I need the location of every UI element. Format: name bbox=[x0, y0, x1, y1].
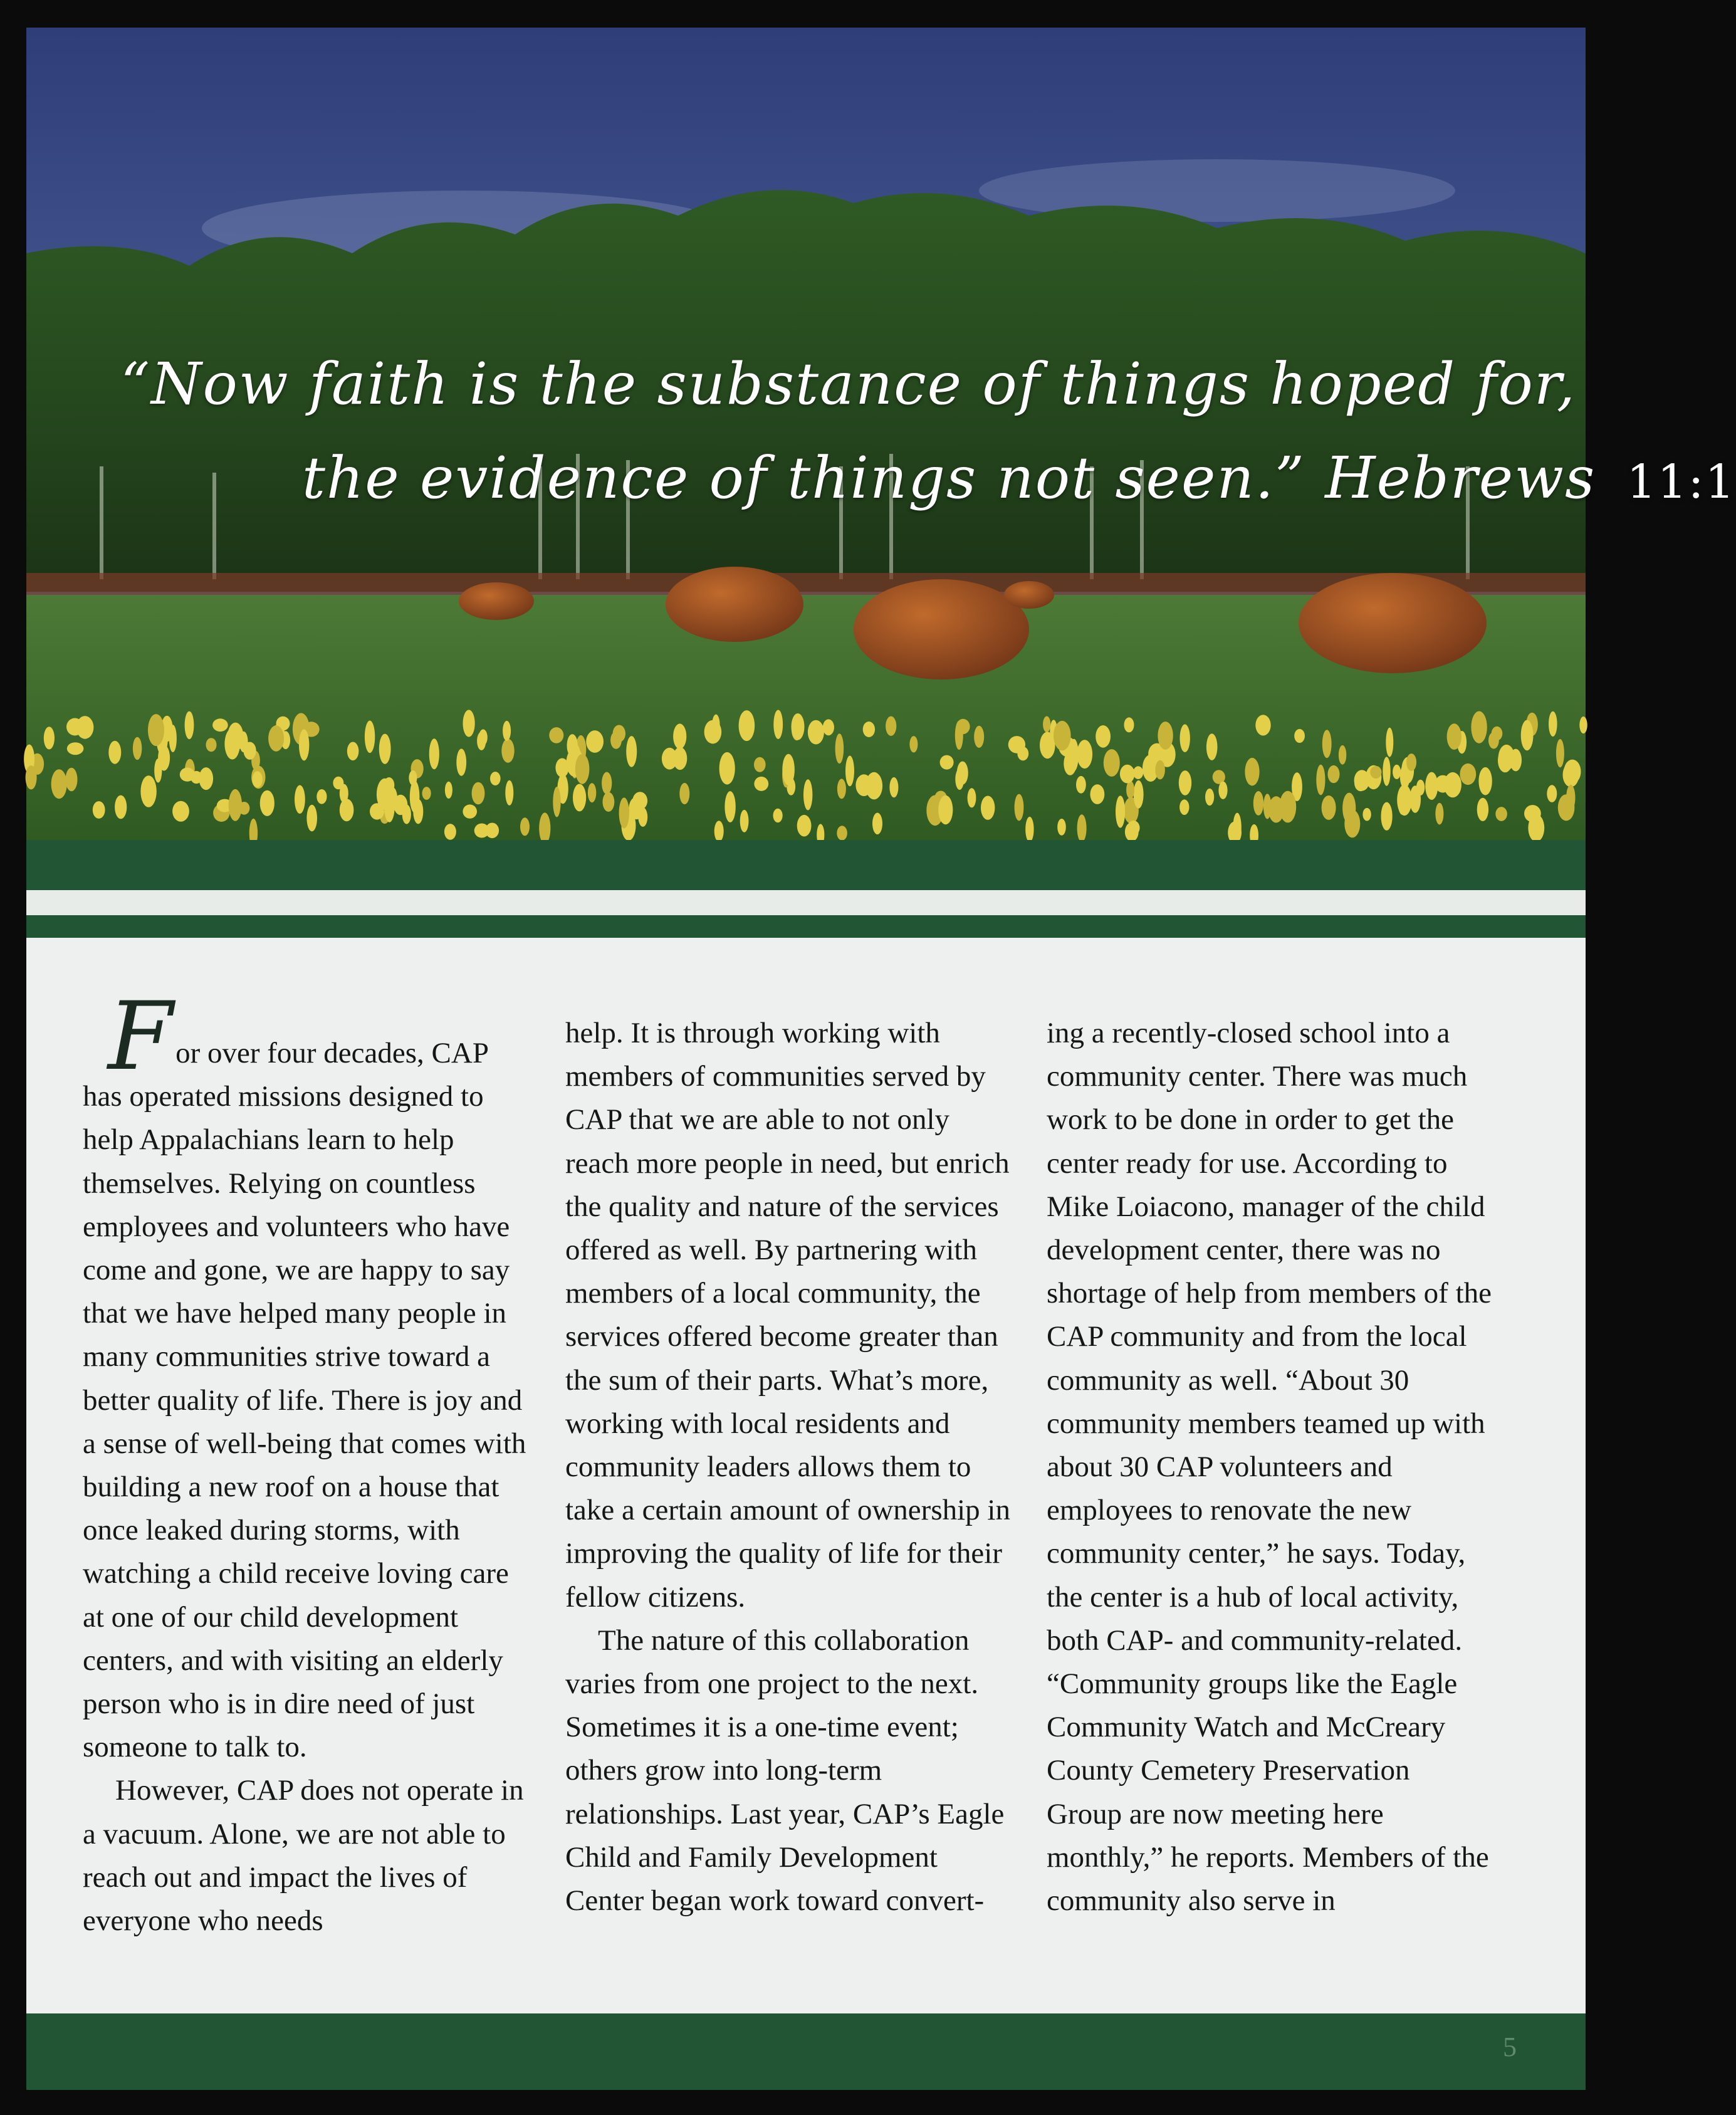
wildflower bbox=[739, 710, 755, 741]
wildflower bbox=[555, 758, 568, 778]
wildflower bbox=[66, 768, 78, 792]
wildflower bbox=[1498, 748, 1512, 772]
wildflower bbox=[133, 737, 142, 760]
light-divider-stripe bbox=[26, 890, 1586, 915]
wildflower bbox=[968, 788, 976, 807]
wildflower bbox=[1104, 749, 1120, 777]
wildflower bbox=[603, 792, 615, 812]
wildflower bbox=[1158, 722, 1173, 750]
wildflower bbox=[477, 732, 486, 750]
wildflower bbox=[1206, 733, 1218, 760]
wildflower bbox=[1076, 776, 1086, 794]
wildflower bbox=[773, 809, 783, 822]
article-column-3 bbox=[1047, 1012, 1492, 1923]
scripture-quote-line-2 bbox=[302, 444, 1736, 512]
wildflower bbox=[1015, 794, 1024, 821]
wildflower bbox=[1124, 717, 1134, 732]
wildflower bbox=[140, 775, 156, 807]
wildflower bbox=[520, 817, 530, 836]
wildflower bbox=[501, 739, 514, 763]
wildflower bbox=[402, 804, 411, 824]
wildflower bbox=[26, 765, 37, 789]
wildflower bbox=[1316, 765, 1325, 795]
wildflower bbox=[955, 721, 963, 750]
wildflower bbox=[955, 769, 964, 790]
wildflower bbox=[835, 733, 844, 764]
wildflower bbox=[1460, 764, 1476, 785]
wildflower bbox=[1397, 785, 1412, 816]
wildflower bbox=[1077, 740, 1092, 769]
wildflower bbox=[1043, 716, 1050, 733]
wildflower bbox=[93, 801, 105, 819]
wildflower bbox=[1521, 720, 1534, 751]
wildflower bbox=[340, 799, 354, 821]
hay-bale bbox=[1004, 581, 1054, 609]
paragraph: help. It is through working with members of communities served by CAP that we are able to not only reach more people in need, but enrich the quality and nature of the services offered as well. By partnering with members of a local community, the services offered become greater than the sum of their parts. What’s more, working with local residents and community leaders allows them to take a certain amount of ownership in improving the quality of life for their fellow citizens. bbox=[565, 1017, 1010, 1614]
wildflower bbox=[456, 748, 466, 775]
paragraph bbox=[83, 982, 528, 1769]
wildflower bbox=[1339, 745, 1346, 765]
wildflower bbox=[180, 768, 195, 782]
wildflower bbox=[909, 736, 918, 752]
wildflower bbox=[1255, 715, 1270, 735]
wildflower bbox=[185, 711, 194, 740]
page-number: 5 bbox=[1503, 2032, 1517, 2062]
wildflower bbox=[1477, 798, 1488, 821]
wildflower bbox=[1077, 814, 1087, 842]
wildflower bbox=[553, 787, 560, 817]
wildflower bbox=[1362, 808, 1371, 821]
wildflower bbox=[1558, 794, 1575, 821]
wildflower bbox=[823, 719, 834, 735]
hay-bale bbox=[666, 567, 803, 642]
wildflower bbox=[837, 826, 847, 840]
wildflower bbox=[44, 727, 55, 749]
wildflower bbox=[1435, 775, 1451, 793]
hay-field-photo bbox=[26, 28, 1736, 840]
wildflower bbox=[260, 790, 275, 816]
wildflower bbox=[422, 787, 431, 800]
hay-bale bbox=[459, 582, 534, 620]
wildflower bbox=[845, 756, 854, 787]
wildflower bbox=[1322, 730, 1332, 758]
wildflower bbox=[1025, 817, 1033, 842]
wildflower bbox=[1155, 760, 1165, 780]
wildflower bbox=[253, 771, 263, 787]
wildflower bbox=[474, 824, 489, 838]
wildflower bbox=[490, 772, 501, 785]
wildflower bbox=[586, 730, 604, 753]
wildflower bbox=[115, 795, 127, 819]
wildflower bbox=[1179, 799, 1189, 815]
wildflower bbox=[1406, 753, 1416, 771]
wildflower bbox=[573, 784, 586, 812]
wildflower bbox=[638, 807, 647, 827]
green-divider-band bbox=[26, 840, 1586, 890]
wildflower bbox=[539, 812, 550, 844]
wildflower bbox=[1179, 770, 1191, 795]
paragraph-text: or over four decades, CAP has operated missions designed to help Appalachians learn to help themselves. Relying on countless employees and volunteers who have come and gone, we are happy to say that we have helped many people in many communities strive toward a better quality of life. There is joy and a sense of well-being that comes with building a new roof on a house that once leaked during storms, with watching a child receive loving care at one of our child development centers, and with visiting an elderly person who is in dire need of just someone to talk to. bbox=[83, 1037, 526, 1764]
wildflower bbox=[938, 795, 953, 825]
wildflower bbox=[1116, 795, 1125, 827]
wildflower bbox=[1354, 775, 1367, 791]
wildflower bbox=[445, 782, 452, 799]
wildflower bbox=[872, 813, 882, 835]
wildflower bbox=[754, 757, 766, 772]
wildflower bbox=[1263, 794, 1272, 819]
wildflower bbox=[575, 754, 590, 784]
wildflower bbox=[410, 780, 420, 813]
wildflower bbox=[782, 754, 795, 785]
wildflower bbox=[1478, 767, 1492, 795]
wildflower bbox=[1180, 724, 1190, 752]
article-body bbox=[26, 938, 1586, 2013]
wildflower bbox=[472, 782, 485, 805]
wildflower bbox=[76, 716, 94, 739]
wildflower bbox=[886, 716, 896, 736]
wildflower bbox=[1120, 765, 1135, 784]
wildflower bbox=[673, 723, 686, 749]
wildflower bbox=[1495, 807, 1507, 821]
wildflower bbox=[740, 810, 749, 832]
wildflower bbox=[719, 752, 735, 785]
wildflower bbox=[619, 797, 629, 828]
wildflower bbox=[169, 725, 177, 752]
wildflower bbox=[626, 736, 637, 767]
reference-verse: 11:1 bbox=[1626, 455, 1736, 509]
quote-line-2-text: the evidence of things not seen.” bbox=[302, 444, 1305, 512]
wildflower bbox=[463, 804, 477, 818]
article-column-1 bbox=[83, 982, 528, 1943]
wildflower bbox=[1127, 821, 1140, 835]
wildflower bbox=[837, 779, 846, 799]
wildflower bbox=[1344, 810, 1360, 838]
article-column-2 bbox=[565, 1012, 1010, 1923]
drop-cap: F bbox=[108, 982, 174, 1091]
wildflower bbox=[1564, 760, 1581, 784]
wildflower bbox=[1245, 758, 1259, 786]
wildflower bbox=[588, 783, 596, 802]
wildflower bbox=[370, 803, 384, 819]
wildflower bbox=[1547, 785, 1557, 802]
wildflower bbox=[299, 729, 309, 760]
wildflower bbox=[429, 738, 439, 769]
wildflower bbox=[1386, 728, 1393, 757]
wildflower bbox=[712, 715, 719, 736]
wildflower bbox=[610, 732, 622, 749]
wildflower bbox=[463, 710, 475, 737]
wildflower bbox=[1090, 784, 1105, 804]
wildflower bbox=[1471, 711, 1487, 743]
hay-bale bbox=[854, 579, 1029, 680]
wildflower bbox=[1381, 802, 1393, 831]
wildflower bbox=[679, 783, 689, 804]
wildflower bbox=[1447, 723, 1461, 750]
brochure-page bbox=[26, 28, 1736, 2090]
wildflower bbox=[1524, 805, 1541, 822]
wildflower bbox=[295, 785, 305, 814]
wildflower bbox=[1064, 752, 1076, 775]
wildflower bbox=[379, 734, 391, 764]
wildflower bbox=[1205, 789, 1214, 806]
wildflower bbox=[1579, 716, 1587, 733]
wildflower bbox=[503, 721, 511, 741]
wildflower bbox=[940, 755, 954, 770]
wildflower bbox=[1328, 765, 1340, 783]
wildflower bbox=[724, 791, 735, 822]
wildflower bbox=[981, 796, 995, 820]
wildflower bbox=[108, 741, 121, 764]
hay-bale bbox=[1299, 573, 1487, 673]
paragraph: However, CAP does not operate in a vacuum. Alone, we are not able to reach out and impact the lives of everyone who needs bbox=[83, 1774, 524, 1938]
wildflower bbox=[1322, 795, 1336, 820]
wildflower bbox=[212, 718, 228, 732]
wildflower bbox=[172, 801, 189, 822]
wildflower bbox=[1370, 766, 1381, 779]
wildflower bbox=[754, 777, 768, 791]
wildflower bbox=[268, 725, 284, 751]
wildflower bbox=[316, 789, 327, 804]
wildflower bbox=[1057, 819, 1066, 836]
wildflower bbox=[602, 772, 612, 795]
wildflower bbox=[714, 821, 724, 841]
wildflower bbox=[1279, 791, 1296, 823]
wildflower bbox=[549, 727, 563, 743]
wildflower bbox=[154, 758, 162, 783]
wildflower bbox=[1008, 736, 1025, 753]
wildflower bbox=[1253, 791, 1263, 816]
scripture-quote-line-1: “Now faith is the substance of things hoped for, bbox=[120, 350, 1576, 417]
wildflower bbox=[863, 722, 875, 737]
wildflower bbox=[444, 824, 456, 840]
reference-book: Hebrews bbox=[1325, 444, 1596, 512]
wildflower bbox=[67, 742, 84, 755]
wildflower bbox=[347, 742, 359, 761]
wildflower bbox=[673, 747, 688, 770]
wildflower bbox=[1134, 780, 1144, 809]
wildflower bbox=[1133, 766, 1143, 779]
wildflower bbox=[1488, 732, 1499, 749]
wildflower bbox=[239, 802, 250, 815]
wildflower bbox=[808, 720, 824, 745]
wildflower bbox=[889, 777, 898, 797]
paragraph: ing a recently-closed school into a community center. There was much work to be done in order to get the center ready for use. According to Mike Loiacono, manager of the child development center, there was no shortage of help from members of the CAP community and from the local community as well. “About 30 community members teamed up with about 30 CAP volunteers and employees to renovate the new community center,” he says. Today, the center is a hub of local activity, both CAP- and community-related. “Community groups like the Eagle Community Watch and McCreary County Cemetery Preservation Group are now meeting here monthly,” he reports. Members of the community also serve in bbox=[1047, 1017, 1492, 1918]
wildflower bbox=[1556, 739, 1564, 767]
wildflower bbox=[974, 726, 984, 748]
wildflower bbox=[199, 767, 214, 790]
wildflower bbox=[206, 738, 217, 752]
wildflower bbox=[792, 713, 805, 740]
wildflower bbox=[1095, 725, 1111, 748]
wildflower bbox=[1126, 781, 1134, 799]
wildflower bbox=[51, 769, 67, 799]
wildflower bbox=[1383, 757, 1390, 786]
wildflower bbox=[1233, 813, 1241, 842]
wildflower bbox=[505, 780, 513, 806]
wildflower bbox=[797, 815, 812, 837]
wildflower bbox=[306, 805, 317, 832]
wildflower bbox=[567, 734, 578, 757]
wildflower bbox=[1549, 711, 1557, 737]
footer-band bbox=[26, 2013, 1586, 2090]
wildflower bbox=[1218, 782, 1227, 799]
wildflower bbox=[224, 728, 240, 760]
wildflower bbox=[773, 710, 783, 739]
wildflower bbox=[148, 714, 164, 746]
wildflower bbox=[1294, 729, 1305, 743]
wildflower bbox=[239, 732, 248, 752]
landscape-illustration bbox=[26, 28, 1586, 840]
wildflower bbox=[1435, 803, 1443, 825]
green-divider-band-thin bbox=[26, 915, 1586, 938]
wildflower bbox=[1054, 721, 1071, 750]
wildflower bbox=[865, 772, 882, 800]
paragraph: The nature of this collaboration varies from one project to the next. Sometimes it is a one-time event; others grow into long-term relationships. Last year, CAP’s Eagle Child and Family Development Center began work toward convert- bbox=[565, 1624, 1005, 1918]
wildflower bbox=[803, 779, 812, 810]
wildflower bbox=[365, 721, 375, 753]
wildflower bbox=[1393, 765, 1401, 779]
